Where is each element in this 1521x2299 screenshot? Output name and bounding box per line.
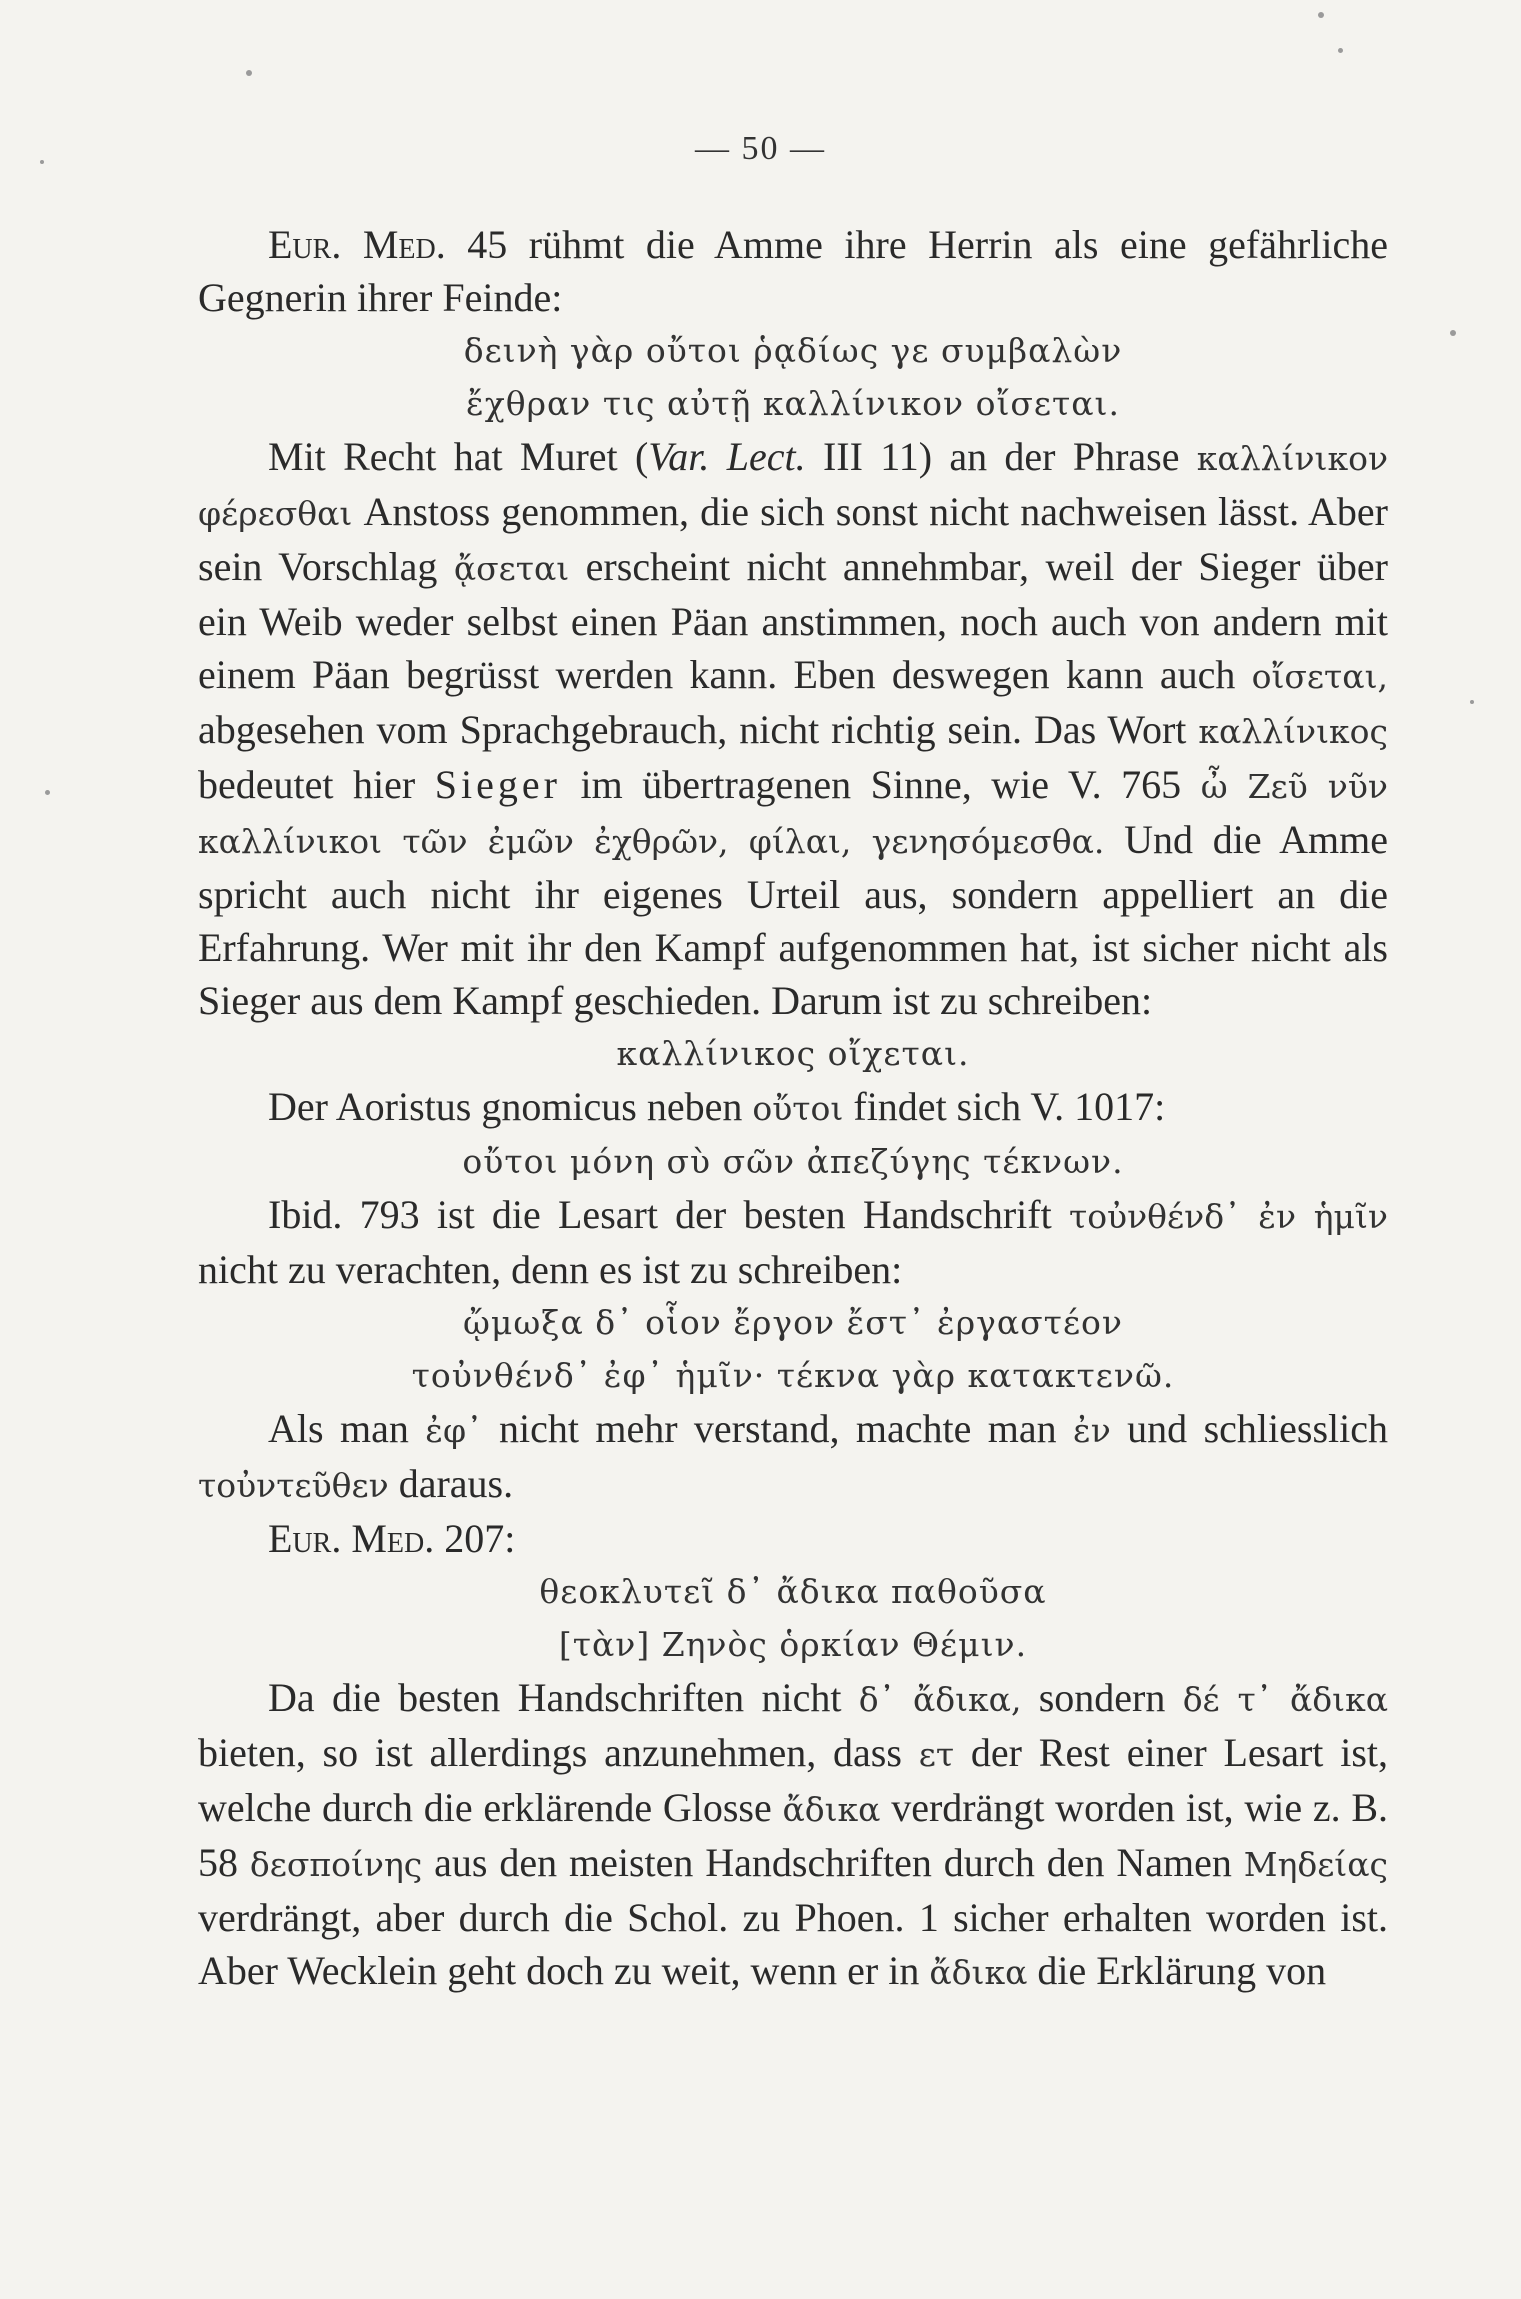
text-run: nicht mehr verstand, machte man bbox=[482, 1406, 1073, 1451]
greek-quote-line: καλλίνικος οἴχεται. bbox=[616, 1034, 970, 1073]
text-run: abgesehen vom Sprachgebrauch, nicht richtig sein. Das Wort bbox=[198, 707, 1199, 752]
text-run: im übertragenen Sinne, wie V. 765 bbox=[560, 762, 1201, 807]
greek-term: δ᾽ ἄδικα, bbox=[858, 1680, 1022, 1719]
greek-term: οἴσεται, bbox=[1251, 657, 1388, 696]
text-body bbox=[198, 218, 1388, 1999]
greek-term: καλλίνικον φέρεσθαι bbox=[198, 439, 1389, 533]
paragraph bbox=[198, 1671, 1388, 1999]
greek-term: καλλίνικος bbox=[1198, 712, 1388, 751]
greek-term: Μηδείας bbox=[1243, 1845, 1389, 1884]
paragraph bbox=[198, 218, 1388, 324]
text-run: nicht zu verachten, denn es ist zu schreiben: bbox=[198, 1247, 903, 1292]
greek-term: δεσποίνης bbox=[249, 1845, 423, 1884]
greek-term: ετ bbox=[918, 1735, 955, 1774]
scan-speck bbox=[1318, 12, 1324, 18]
greek-term: ἐν bbox=[1073, 1411, 1111, 1450]
scan-speck bbox=[40, 160, 44, 164]
greek-term: ᾄσεται bbox=[453, 549, 570, 588]
text-run: die Erklärung von bbox=[1027, 1948, 1327, 1993]
text-run: daraus. bbox=[388, 1461, 514, 1506]
text-run: sondern bbox=[1021, 1675, 1183, 1720]
text-run: verdrängt worden ist, wie z. B. 58 bbox=[198, 1785, 1389, 1885]
text-run: erscheint nicht annehmbar, weil der Sieger über ein Weib weder selbst einen Päan anstimmen, noch auch von andern mit einem Päan begrüsst werden kann. Eben deswegen kann auch bbox=[198, 544, 1388, 697]
text-run: Da die besten Handschriften nicht bbox=[268, 1675, 859, 1720]
greek-term: οὔτοι bbox=[752, 1089, 844, 1128]
text-run: Ibid. 793 ist die Lesart der besten Handschrift bbox=[268, 1192, 1069, 1237]
text-run: und schliesslich bbox=[1110, 1406, 1388, 1451]
text-run: findet sich V. 1017: bbox=[843, 1084, 1166, 1129]
greek-term: ὦ Ζεῦ νῦν καλλίνικοι τῶν ἐμῶν ἐχθρῶν, φίλαι, γενησόμεσθα. bbox=[198, 767, 1388, 861]
greek-term: ἄδικα bbox=[782, 1790, 881, 1829]
greek-quote-line: ἔχθραν τις αὐτῇ καλλίνικον οἴσεται. bbox=[466, 384, 1120, 423]
paragraph bbox=[198, 1080, 1388, 1135]
paragraph bbox=[198, 1402, 1388, 1512]
scan-speck bbox=[1450, 330, 1456, 336]
page-number: — 50 — bbox=[695, 130, 826, 167]
text-run: Und die Amme spricht auch nicht ihr eigenes Urteil aus, sondern appelliert an die Erfahrung. Wer mit ihr den Kampf aufgenommen hat, ist sicher nicht als Sieger aus dem Kampf geschieden. Darum ist zu schreiben: bbox=[198, 817, 1388, 1023]
greek-term: ἐφ᾽ bbox=[425, 1411, 483, 1450]
paragraph bbox=[198, 1188, 1388, 1296]
text-run: Mit Recht hat Muret ( bbox=[268, 434, 649, 479]
text-run: 207: bbox=[434, 1516, 516, 1561]
greek-term: δέ τ᾽ ἄδικα bbox=[1182, 1680, 1388, 1719]
text-run: Sieger bbox=[434, 762, 561, 807]
greek-quote-line: οὔτοι μόνη σὺ σῶν ἀπεζύγης τέκνων. bbox=[462, 1142, 1124, 1181]
text-run: aus den meisten Handschriften durch den Namen bbox=[422, 1840, 1244, 1885]
text-run: 45 rühmt die Amme ihre Herrin als eine gefährliche Gegnerin ihrer Feinde: bbox=[198, 222, 1388, 320]
paragraph bbox=[198, 430, 1388, 1027]
greek-quote-line: δεινὴ γὰρ οὔτοι ῥᾳδίως γε συμβαλὼν bbox=[463, 331, 1123, 370]
scan-speck bbox=[246, 70, 252, 76]
greek-quote-line: τοὐνθένδ᾽ ἐφ᾽ ἡμῖν· τέκνα γὰρ κατακτενῶ. bbox=[411, 1356, 1175, 1395]
reference: Eur. Med. bbox=[268, 222, 446, 267]
greek-quote-line: [τὰν] Ζηνὸς ὁρκίαν Θέμιν. bbox=[558, 1625, 1028, 1664]
greek-quote-line: θεοκλυτεῖ δ᾽ ἄδικα παθοῦσα bbox=[539, 1572, 1047, 1611]
text-run: III 11) an der Phrase bbox=[805, 434, 1197, 479]
greek-quote-line: ᾤμωξα δ᾽ οἷον ἔργον ἔστ᾽ ἐργαστέον bbox=[463, 1303, 1123, 1342]
greek-term: τοὐνθένδ᾽ ἐν ἡμῖν bbox=[1068, 1197, 1388, 1236]
text-run: der Rest einer Lesart ist, welche durch die erklärende Glosse bbox=[198, 1730, 1388, 1830]
greek-term: ἄδικα bbox=[929, 1953, 1028, 1992]
text-run: Anstoss genommen, die sich sonst nicht nachweisen lässt. Aber sein Vorschlag bbox=[198, 489, 1388, 589]
scan-speck bbox=[1470, 700, 1474, 704]
greek-term: τοὐντεῦθεν bbox=[198, 1466, 389, 1505]
text-run: bedeutet hier bbox=[198, 762, 435, 807]
text-run: bieten, so ist allerdings anzunehmen, dass bbox=[198, 1730, 919, 1775]
text-run: Der Aoristus gnomicus neben bbox=[268, 1084, 753, 1129]
text-run: Var. Lect. bbox=[648, 434, 806, 479]
text-run: Als man bbox=[268, 1406, 426, 1451]
scan-speck bbox=[45, 790, 50, 795]
paragraph bbox=[198, 1512, 1388, 1565]
text-run: verdrängt, aber durch die Schol. zu Phoen. 1 sicher erhalten worden ist. Aber Wecklein geht doch zu weit, wenn er in bbox=[198, 1895, 1388, 1993]
reference: Eur. Med. bbox=[268, 1516, 435, 1561]
scan-speck bbox=[1338, 48, 1343, 53]
